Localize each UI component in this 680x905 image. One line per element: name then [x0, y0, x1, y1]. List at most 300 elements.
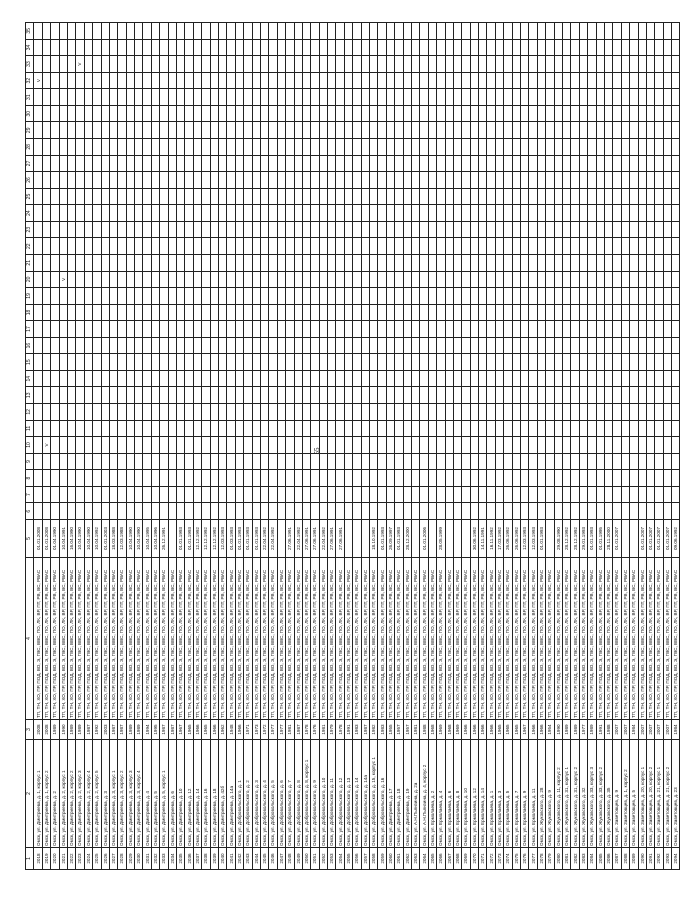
mark-cell-col-33 — [386, 56, 394, 73]
mark-cell-col-14 — [34, 370, 42, 387]
mark-cell-col-29 — [34, 122, 42, 139]
mark-cell-col-27 — [109, 155, 117, 172]
mark-cell-col-7 — [344, 486, 352, 503]
mark-cell-col-20 — [361, 271, 369, 288]
mark-cell-col-34 — [563, 39, 571, 56]
mark-cell-col-21 — [646, 255, 654, 272]
address-cell: Омск, ул. Добровольского, д. 1 — [235, 740, 243, 848]
mark-cell-col-24 — [386, 205, 394, 222]
mark-cell-col-23 — [395, 221, 403, 238]
mark-cell-col-33 — [563, 56, 571, 73]
date-cell — [453, 520, 461, 558]
table-body — [26, 23, 680, 870]
mark-cell-col-7 — [244, 486, 252, 503]
mark-cell-col-6 — [420, 503, 428, 520]
mark-cell-col-17 — [143, 321, 151, 338]
mark-cell-col-26 — [487, 172, 495, 189]
mark-cell-col-22 — [487, 238, 495, 255]
mark-cell-col-7 — [630, 486, 638, 503]
table-row — [386, 23, 394, 870]
mark-cell-col-21 — [185, 255, 193, 272]
mark-cell-col-33 — [168, 56, 176, 73]
mark-cell-col-21 — [487, 255, 495, 272]
mark-cell-col-17 — [42, 321, 50, 338]
systems-cell: ТП, ТН, ХО, ПР, ПОД, ВО, Э, ГВС, ВВС, ПО, ЛК, ВР, ПТ, РВ, ВС, РВАС — [202, 558, 210, 720]
mark-cell-col-6 — [386, 503, 394, 520]
mark-cell-col-24 — [286, 205, 294, 222]
mark-cell-col-30 — [294, 105, 302, 122]
mark-cell-col-10 — [126, 437, 134, 454]
mark-cell-col-28 — [51, 139, 59, 156]
mark-cell-col-19 — [386, 288, 394, 305]
mark-cell-col-14 — [218, 370, 226, 387]
mark-cell-col-17 — [193, 321, 201, 338]
address-cell: Омск, ул. Дмитриева, д. 2, корпус 4 — [84, 740, 92, 848]
mark-cell-col-28 — [143, 139, 151, 156]
mark-cell-col-20 — [420, 271, 428, 288]
mark-cell-col-23 — [403, 221, 411, 238]
mark-cell-col-31 — [428, 89, 436, 106]
mark-cell-col-20 — [143, 271, 151, 288]
mark-cell-col-34 — [370, 39, 378, 56]
mark-cell-col-16 — [445, 337, 453, 354]
systems-cell: ТП, ТН, ХО, ПР, ПОД, ВО, Э, ГВС, ВВС, ПО, ЛК, ВР, ПТ, РВ, ВС, РВАС — [495, 558, 503, 720]
mark-cell-col-12 — [563, 404, 571, 421]
mark-cell-col-30 — [655, 105, 663, 122]
mark-cell-col-23 — [571, 221, 579, 238]
mark-cell-col-28 — [227, 139, 235, 156]
mark-cell-col-20 — [302, 271, 310, 288]
mark-cell-col-7 — [235, 486, 243, 503]
mark-cell-col-24 — [51, 205, 59, 222]
mark-cell-col-9 — [646, 453, 654, 470]
mark-cell-col-28 — [613, 139, 621, 156]
mark-cell-col-34 — [646, 39, 654, 56]
mark-cell-col-30 — [563, 105, 571, 122]
mark-cell-col-14 — [361, 370, 369, 387]
mark-cell-col-19 — [470, 288, 478, 305]
mark-cell-col-23 — [336, 221, 344, 238]
mark-cell-col-30 — [109, 105, 117, 122]
mark-cell-col-22 — [621, 238, 629, 255]
mark-cell-col-16 — [487, 337, 495, 354]
mark-cell-col-34 — [420, 39, 428, 56]
mark-cell-col-29 — [571, 122, 579, 139]
mark-cell-col-35 — [269, 23, 277, 40]
mark-cell-col-32 — [403, 72, 411, 89]
mark-cell-col-11 — [185, 420, 193, 437]
date-cell: 12.12.1992 — [193, 520, 201, 558]
mark-cell-col-6 — [655, 503, 663, 520]
mark-cell-col-30 — [646, 105, 654, 122]
mark-cell-col-8 — [84, 470, 92, 487]
mark-cell-col-23 — [84, 221, 92, 238]
mark-cell-col-30 — [529, 105, 537, 122]
mark-cell-col-33 — [67, 56, 75, 73]
mark-cell-col-8 — [411, 470, 419, 487]
mark-cell-col-18 — [411, 304, 419, 321]
mark-cell-col-8 — [202, 470, 210, 487]
mark-cell-col-33 — [554, 56, 562, 73]
mark-cell-col-34 — [386, 39, 394, 56]
mark-cell-col-20 — [638, 271, 646, 288]
mark-cell-col-23 — [537, 221, 545, 238]
mark-cell-col-18 — [311, 304, 319, 321]
mark-cell-col-13 — [252, 387, 260, 404]
row-number: 2052 — [319, 848, 327, 870]
year-cell: 1989 — [135, 720, 143, 740]
mark-cell-col-14 — [294, 370, 302, 387]
mark-cell-col-29 — [646, 122, 654, 139]
mark-cell-col-27 — [554, 155, 562, 172]
mark-cell-col-7 — [76, 486, 84, 503]
mark-cell-col-15 — [646, 354, 654, 371]
mark-cell-col-21 — [286, 255, 294, 272]
mark-cell-col-23 — [344, 221, 352, 238]
mark-cell-col-26 — [638, 172, 646, 189]
mark-cell-col-19 — [277, 288, 285, 305]
mark-cell-col-30 — [370, 105, 378, 122]
mark-cell-col-26 — [546, 172, 554, 189]
mark-cell-col-25 — [554, 188, 562, 205]
mark-cell-col-26 — [93, 172, 101, 189]
table-row — [521, 23, 529, 870]
mark-cell-col-16 — [311, 337, 319, 354]
mark-cell-col-29 — [93, 122, 101, 139]
mark-cell-col-30 — [613, 105, 621, 122]
mark-cell-col-26 — [59, 172, 67, 189]
mark-cell-col-16 — [395, 337, 403, 354]
mark-cell-col-14 — [479, 370, 487, 387]
row-number: 2056 — [353, 848, 361, 870]
mark-cell-col-31 — [336, 89, 344, 106]
mark-cell-col-16 — [604, 337, 612, 354]
row-number: 2048 — [286, 848, 294, 870]
mark-cell-col-25 — [277, 188, 285, 205]
mark-cell-col-11 — [521, 420, 529, 437]
mark-cell-col-34 — [361, 39, 369, 56]
mark-cell-col-16 — [126, 337, 134, 354]
mark-cell-col-20 — [663, 271, 671, 288]
mark-cell-col-27 — [646, 155, 654, 172]
mark-cell-col-26 — [160, 172, 168, 189]
mark-cell-col-13 — [386, 387, 394, 404]
mark-cell-col-12 — [168, 404, 176, 421]
mark-cell-col-26 — [143, 172, 151, 189]
mark-cell-col-32 — [218, 72, 226, 89]
mark-cell-col-28 — [370, 139, 378, 156]
mark-cell-col-24 — [504, 205, 512, 222]
mark-cell-col-33 — [42, 56, 50, 73]
mark-cell-col-12 — [395, 404, 403, 421]
mark-cell-col-22 — [428, 238, 436, 255]
mark-cell-col-17 — [638, 321, 646, 338]
mark-cell-col-34 — [51, 39, 59, 56]
mark-cell-col-8 — [672, 470, 680, 487]
mark-cell-col-34 — [84, 39, 92, 56]
mark-cell-col-6 — [361, 503, 369, 520]
mark-cell-col-18 — [563, 304, 571, 321]
mark-cell-col-6 — [437, 503, 445, 520]
mark-cell-col-10 — [269, 437, 277, 454]
mark-cell-col-22 — [613, 238, 621, 255]
mark-cell-col-8 — [529, 470, 537, 487]
mark-cell-col-8 — [646, 470, 654, 487]
mark-cell-col-23 — [126, 221, 134, 238]
mark-cell-col-30 — [571, 105, 579, 122]
mark-cell-col-7 — [286, 486, 294, 503]
mark-cell-col-13 — [370, 387, 378, 404]
mark-cell-col-33 — [638, 56, 646, 73]
mark-cell-col-35 — [495, 23, 503, 40]
mark-cell-col-31 — [126, 89, 134, 106]
mark-cell-col-15 — [378, 354, 386, 371]
mark-cell-col-7 — [135, 486, 143, 503]
mark-cell-col-35 — [51, 23, 59, 40]
mark-cell-col-17 — [370, 321, 378, 338]
mark-cell-col-26 — [361, 172, 369, 189]
mark-cell-col-11 — [596, 420, 604, 437]
mark-cell-col-19 — [42, 288, 50, 305]
mark-cell-col-11 — [378, 420, 386, 437]
mark-cell-col-31 — [218, 89, 226, 106]
mark-cell-col-8 — [235, 470, 243, 487]
mark-cell-col-19 — [630, 288, 638, 305]
mark-cell-col-33 — [479, 56, 487, 73]
mark-cell-col-31 — [479, 89, 487, 106]
mark-cell-col-19 — [260, 288, 268, 305]
mark-cell-col-11 — [504, 420, 512, 437]
mark-cell-col-18 — [655, 304, 663, 321]
mark-cell-col-16 — [42, 337, 50, 354]
mark-cell-col-32 — [135, 72, 143, 89]
year-cell: 1991 — [596, 720, 604, 740]
mark-cell-col-29 — [210, 122, 218, 139]
mark-cell-col-24 — [135, 205, 143, 222]
mark-cell-col-9 — [151, 453, 159, 470]
mark-cell-col-26 — [621, 172, 629, 189]
mark-cell-col-22 — [521, 238, 529, 255]
mark-cell-col-15 — [613, 354, 621, 371]
mark-cell-col-30 — [244, 105, 252, 122]
mark-cell-col-8 — [151, 470, 159, 487]
mark-cell-col-18 — [445, 304, 453, 321]
mark-cell-col-16 — [613, 337, 621, 354]
mark-cell-col-27 — [420, 155, 428, 172]
mark-cell-col-22 — [286, 238, 294, 255]
mark-cell-col-34 — [218, 39, 226, 56]
year-cell: 1957 — [403, 720, 411, 740]
address-cell: Омск, ул. Дмитриева, д. 10 — [177, 740, 185, 848]
mark-cell-col-21 — [168, 255, 176, 272]
mark-cell-col-17 — [336, 321, 344, 338]
mark-cell-col-11 — [579, 420, 587, 437]
mark-cell-col-10 — [59, 437, 67, 454]
mark-cell-col-32 — [286, 72, 294, 89]
mark-cell-col-29 — [328, 122, 336, 139]
mark-cell-col-17 — [453, 321, 461, 338]
mark-cell-col-23 — [521, 221, 529, 238]
mark-cell-col-14 — [428, 370, 436, 387]
mark-cell-col-30 — [34, 105, 42, 122]
column-number-7: 7 — [26, 486, 34, 503]
mark-cell-col-33 — [546, 56, 554, 73]
mark-cell-col-14 — [646, 370, 654, 387]
mark-cell-col-23 — [260, 221, 268, 238]
mark-cell-col-14 — [386, 370, 394, 387]
mark-cell-col-31 — [51, 89, 59, 106]
mark-cell-col-18 — [218, 304, 226, 321]
mark-cell-col-27 — [453, 155, 461, 172]
mark-cell-col-23 — [177, 221, 185, 238]
mark-cell-col-25 — [269, 188, 277, 205]
mark-cell-col-26 — [76, 172, 84, 189]
mark-cell-col-24 — [445, 205, 453, 222]
date-cell: 29.01.1993 — [579, 520, 587, 558]
mark-cell-col-11 — [571, 420, 579, 437]
mark-cell-col-32 — [529, 72, 537, 89]
mark-cell-col-24 — [563, 205, 571, 222]
mark-cell-col-17 — [579, 321, 587, 338]
mark-cell-col-6 — [193, 503, 201, 520]
date-cell: 01.03.1993 — [227, 520, 235, 558]
mark-cell-col-14 — [260, 370, 268, 387]
mark-cell-col-16 — [177, 337, 185, 354]
mark-cell-col-18 — [554, 304, 562, 321]
mark-cell-col-18 — [571, 304, 579, 321]
mark-cell-col-14 — [437, 370, 445, 387]
mark-cell-col-25 — [386, 188, 394, 205]
mark-cell-col-11 — [638, 420, 646, 437]
mark-cell-col-27 — [504, 155, 512, 172]
mark-cell-col-27 — [437, 155, 445, 172]
mark-cell-col-11 — [512, 420, 520, 437]
date-cell: 12.12.1992 — [210, 520, 218, 558]
row-number: 2029 — [126, 848, 134, 870]
mark-cell-col-25 — [193, 188, 201, 205]
mark-cell-col-14 — [126, 370, 134, 387]
mark-cell-col-30 — [210, 105, 218, 122]
mark-cell-col-19 — [193, 288, 201, 305]
mark-cell-col-25 — [244, 188, 252, 205]
mark-cell-col-19 — [353, 288, 361, 305]
table-row — [470, 23, 478, 870]
mark-cell-col-21 — [462, 255, 470, 272]
mark-cell-col-18 — [487, 304, 495, 321]
address-cell: Омск, ул. Заветовцев, д. 1, корпус 2 — [621, 740, 629, 848]
mark-cell-col-6 — [554, 503, 562, 520]
column-number-28: 28 — [26, 139, 34, 156]
mark-cell-col-32 — [177, 72, 185, 89]
row-number: 2078 — [537, 848, 545, 870]
mark-cell-col-15 — [294, 354, 302, 371]
mark-cell-col-11 — [252, 420, 260, 437]
mark-cell-col-6 — [596, 503, 604, 520]
row-number: 2046 — [269, 848, 277, 870]
date-cell: 01.01.1993 — [244, 520, 252, 558]
table-row — [445, 23, 453, 870]
mark-cell-col-16 — [470, 337, 478, 354]
mark-cell-col-14 — [286, 370, 294, 387]
mark-cell-col-19 — [495, 288, 503, 305]
mark-cell-col-22 — [244, 238, 252, 255]
mark-cell-col-21 — [344, 255, 352, 272]
mark-cell-col-35 — [420, 23, 428, 40]
mark-cell-col-10 — [67, 437, 75, 454]
systems-cell: ТП, ТН, ХО, ПР, ПОД, ВО, Э, ГВС, ВВС, ПО, ЛК, ВР, ПТ, РВ, ВС, РВАС — [286, 558, 294, 720]
column-number-30: 30 — [26, 105, 34, 122]
mark-cell-col-21 — [353, 255, 361, 272]
mark-cell-col-17 — [269, 321, 277, 338]
mark-cell-col-22 — [336, 238, 344, 255]
mark-cell-col-8 — [604, 470, 612, 487]
mark-cell-col-23 — [479, 221, 487, 238]
mark-cell-col-6 — [370, 503, 378, 520]
address-cell: Омск, ул. Добровольского, д. 6 — [277, 740, 285, 848]
mark-cell-col-20 — [546, 271, 554, 288]
row-number: 2036 — [185, 848, 193, 870]
mark-cell-col-15 — [621, 354, 629, 371]
mark-cell-col-21 — [244, 255, 252, 272]
mark-cell-col-14 — [487, 370, 495, 387]
mark-cell-col-28 — [168, 139, 176, 156]
mark-cell-col-31 — [537, 89, 545, 106]
mark-cell-col-16 — [588, 337, 596, 354]
mark-cell-col-24 — [143, 205, 151, 222]
mark-cell-col-14 — [663, 370, 671, 387]
row-number: 2035 — [177, 848, 185, 870]
mark-cell-col-32 — [336, 72, 344, 89]
mark-cell-col-32 — [160, 72, 168, 89]
mark-cell-col-30 — [495, 105, 503, 122]
mark-cell-col-25 — [504, 188, 512, 205]
mark-cell-col-15 — [260, 354, 268, 371]
mark-cell-col-21 — [302, 255, 310, 272]
mark-cell-col-18 — [479, 304, 487, 321]
mark-cell-col-22 — [202, 238, 210, 255]
mark-cell-col-24 — [554, 205, 562, 222]
date-cell: 10.04.1991 — [59, 520, 67, 558]
mark-cell-col-29 — [537, 122, 545, 139]
mark-cell-col-17 — [672, 321, 680, 338]
mark-cell-col-17 — [571, 321, 579, 338]
address-cell: Омск, ул. Добровольского, д. 5 — [269, 740, 277, 848]
mark-cell-col-7 — [361, 486, 369, 503]
mark-cell-col-13 — [428, 387, 436, 404]
address-cell: Омск, ул. Добровольского, д. 2 — [244, 740, 252, 848]
mark-cell-col-11 — [621, 420, 629, 437]
mark-cell-col-27 — [286, 155, 294, 172]
year-cell: 1989 — [563, 720, 571, 740]
mark-cell-col-33 — [630, 56, 638, 73]
mark-cell-col-18 — [277, 304, 285, 321]
row-number: 2054 — [336, 848, 344, 870]
mark-cell-col-14 — [244, 370, 252, 387]
mark-cell-col-25 — [579, 188, 587, 205]
systems-cell: ТП, ТН, ХО, ПР, ПОД, ВО, Э, ГВС, ВВС, ПО, ЛК, ВР, ПТ, РВ, ВС, РВАС — [563, 558, 571, 720]
mark-cell-col-35 — [344, 23, 352, 40]
systems-cell: ТП, ТН, ХО, ПР, ПОД, ВО, Э, ГВС, ВВС, ПО, ЛК, ВР, ПТ, РВ, ВС, РВАС — [336, 558, 344, 720]
mark-cell-col-10 — [495, 437, 503, 454]
mark-cell-col-15 — [663, 354, 671, 371]
mark-cell-col-17 — [118, 321, 126, 338]
mark-cell-col-8 — [638, 470, 646, 487]
address-cell: Омск, ул. Добровольского, д. 15, корпус 1 — [370, 740, 378, 848]
mark-cell-col-6 — [177, 503, 185, 520]
mark-cell-col-32 — [59, 72, 67, 89]
year-cell: 1987 — [84, 720, 92, 740]
mark-cell-col-33 — [571, 56, 579, 73]
